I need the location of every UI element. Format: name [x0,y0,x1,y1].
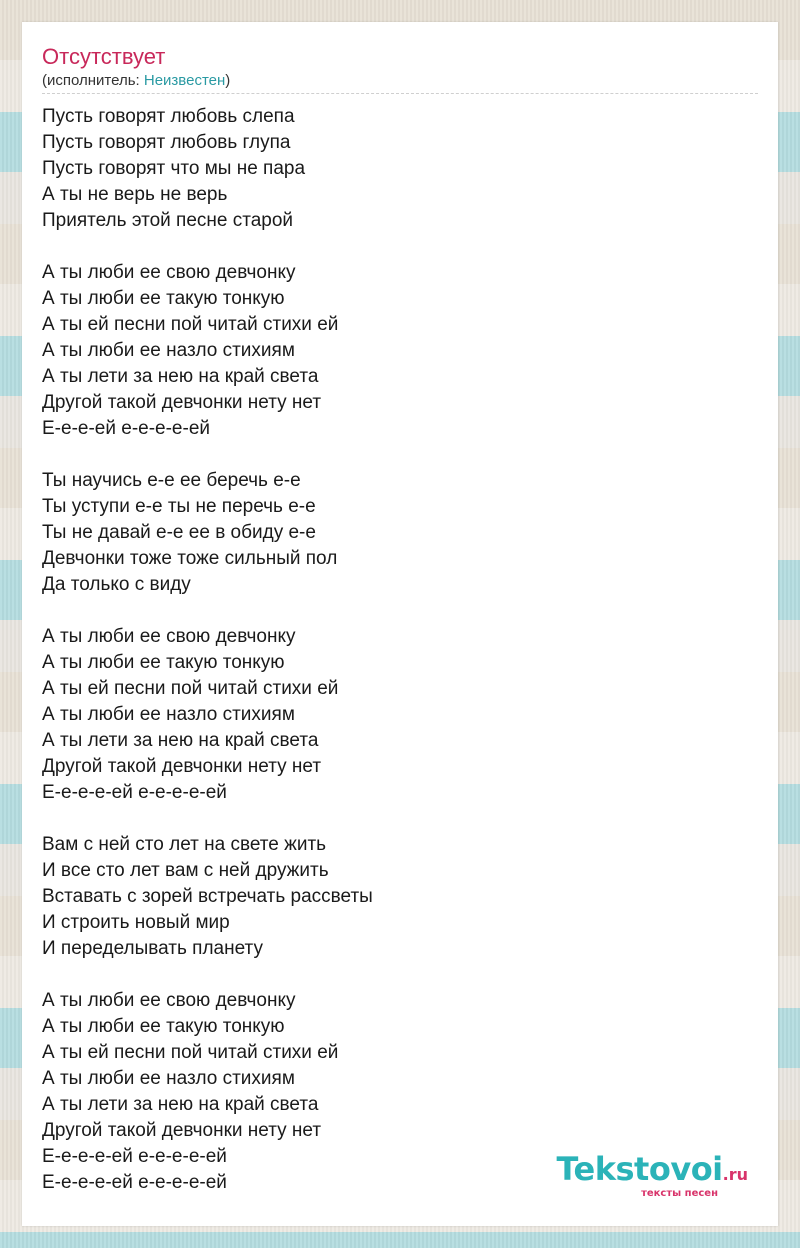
lyric-line: Ты научись е-е ее беречь е-е [42,470,301,491]
stanza-gap [42,234,758,260]
song-title: Отсутствует [42,44,166,69]
lyric-line: И строить новый мир [42,912,230,933]
lyric-line: Другой такой девчонки нету нет [42,756,322,777]
lyric-line: Ты не давай е-е ее в обиду е-е [42,522,316,543]
lyric-line: А ты люби ее свою девчонку [42,262,296,283]
lyrics-card [22,22,778,1226]
lyric-line: Пусть говорят любовь глупа [42,132,291,153]
lyric-line: Е-е-е-е-ей е-е-е-е-ей [42,1172,227,1193]
lyric-line: А ты люби ее такую тонкую [42,652,285,673]
lyric-line: А ты люби ее такую тонкую [42,1016,285,1037]
lyric-line: А ты ей песни пой читай стихи ей [42,678,339,699]
lyric-line: Е-е-е-е-ей е-е-е-е-ей [42,782,227,803]
lyric-line: Е-е-е-е-ей е-е-е-е-ей [42,1146,227,1167]
stanza-gap [42,962,758,988]
lyric-line: А ты ей песни пой читай стихи ей [42,1042,339,1063]
lyric-line: Да только с виду [42,574,191,595]
lyric-line: Другой такой девчонки нету нет [42,392,322,413]
lyric-line: Ты уступи е-е ты не перечь е-е [42,496,316,517]
site-logo[interactable] [556,1152,748,1200]
lyric-line: А ты люби ее свою девчонку [42,990,296,1011]
lyric-line: Пусть говорят что мы не пара [42,158,306,179]
lyric-line: Другой такой девчонки нету нет [42,1120,322,1141]
lyric-line: Е-е-е-ей е-е-е-е-ей [42,418,211,439]
lyric-line: И все сто лет вам с ней дружить [42,860,329,881]
logo-tagline: тексты песен [641,1188,718,1199]
lyric-line: А ты люби ее такую тонкую [42,288,285,309]
stanza-gap [42,442,758,468]
artist-suffix: ) [225,72,231,89]
artist-line [42,72,230,90]
logo-name: Tekstovoi [556,1150,723,1188]
stanza-gap [42,806,758,832]
logo-tld: .ru [722,1165,748,1184]
artist-link[interactable]: Неизвестен [143,72,226,89]
lyric-line: А ты люби ее назло стихиям [42,1068,295,1089]
lyric-line: Пусть говорят любовь слепа [42,106,295,127]
lyric-line: Приятель этой песне старой [42,210,294,231]
lyric-line: А ты лети за нею на край света [42,1094,319,1115]
lyric-line: Девчонки тоже тоже сильный пол [42,548,338,569]
logo-wordmark [556,1152,748,1192]
lyric-line: И переделывать планету [42,938,263,959]
stanza-gap [42,598,758,624]
title-divider [42,93,758,94]
lyric-line: А ты ей песни пой читай стихи ей [42,314,339,335]
lyric-line: Вставать с зорей встречать рассветы [42,886,373,907]
lyric-line: Вам с ней сто лет на свете жить [42,834,327,855]
lyric-line: А ты не верь не верь [42,184,228,205]
lyric-line: А ты лети за нею на край света [42,730,319,751]
lyric-line: А ты лети за нею на край света [42,366,319,387]
lyric-line: А ты люби ее назло стихиям [42,704,295,725]
artist-prefix: (исполнитель: [42,72,144,89]
lyrics-body [42,104,758,1196]
lyric-line: А ты люби ее свою девчонку [42,626,296,647]
lyric-line: А ты люби ее назло стихиям [42,340,295,361]
